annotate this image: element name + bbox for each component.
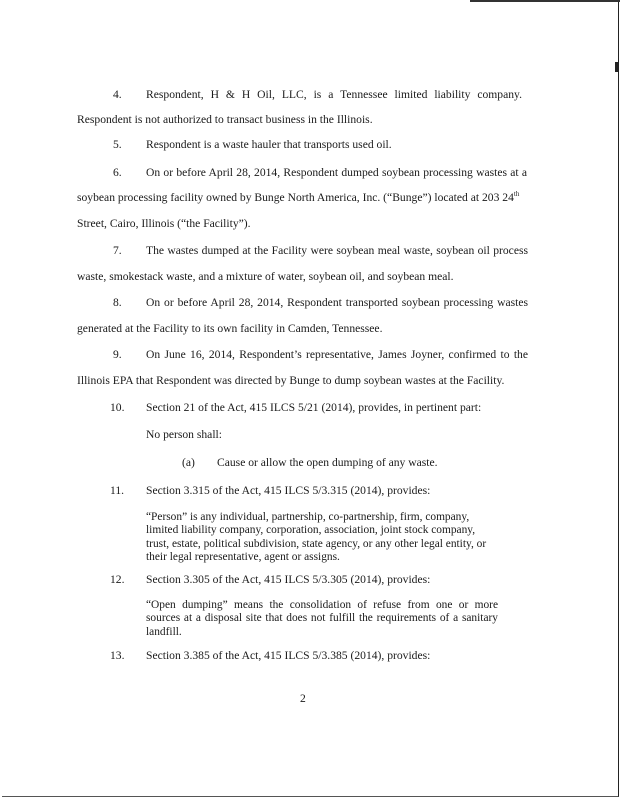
paragraph-line: Section 3.315 of the Act, 415 ILCS 5/3.315 (2014), provides:: [146, 484, 431, 497]
paragraph-number: 13.: [110, 649, 125, 662]
subsection-label: (a): [182, 456, 195, 469]
paragraph-line: On or before April 28, 2014, Respondent dumped soybean processing wastes at a: [146, 166, 527, 179]
paragraph-line: On June 16, 2014, Respondent’s representative, James Joyner, confirmed to the: [146, 348, 528, 361]
paragraph-number: 5.: [113, 138, 122, 151]
paragraph-line: The wastes dumped at the Facility were soybean meal waste, soybean oil process: [146, 244, 528, 257]
paragraph-line: Respondent, H & H Oil, LLC, is a Tennessee limited liability company.: [146, 88, 522, 101]
paragraph-line: [77, 191, 519, 205]
paragraph-number: 7.: [113, 244, 122, 257]
paragraph-line: Section 3.385 of the Act, 415 ILCS 5/3.385 (2014), provides:: [146, 649, 431, 662]
paragraph-line: Section 21 of the Act, 415 ILCS 5/21 (2014), provides, in pertinent part:: [146, 401, 482, 414]
paragraph-number: 6.: [113, 166, 122, 179]
scan-side-mark: [615, 62, 618, 72]
paragraph-line: Respondent is a waste hauler that transports used oil.: [146, 138, 392, 151]
paragraph-line-text: soybean processing facility owned by Bunge North America, Inc. (“Bunge”) located at 203 24: [77, 191, 514, 204]
paragraph-number: 12.: [110, 573, 125, 586]
page-number: 2: [300, 692, 306, 705]
paragraph-number: 9.: [113, 348, 122, 361]
paragraph-number: 11.: [110, 484, 125, 497]
subsection-text: Cause or allow the open dumping of any waste.: [217, 456, 438, 469]
paragraph-line: Respondent is not authorized to transact business in the Illinois.: [77, 113, 373, 126]
statute-quote: “Person” is any individual, partnership, co-partnership, firm, company, limited liability company, corporation, association, joint stock company, trust, estate, political subdivision, state agency, or any other legal entity, or their legal representative, agent or assigns.: [146, 511, 487, 564]
paragraph-line: Section 3.305 of the Act, 415 ILCS 5/3.305 (2014), provides:: [146, 573, 431, 586]
paragraph-number: 4.: [113, 88, 122, 101]
paragraph-line: Street, Cairo, Illinois (“the Facility”).: [77, 217, 251, 230]
paragraph-line: generated at the Facility to its own facility in Camden, Tennessee.: [77, 322, 383, 335]
scan-top-mark: [470, 0, 620, 2]
statute-quote-intro: No person shall:: [146, 428, 222, 441]
paragraph-line: On or before April 28, 2014, Respondent transported soybean processing wastes: [146, 296, 528, 309]
superscript: th: [513, 190, 520, 199]
paragraph-line: Illinois EPA that Respondent was directed by Bunge to dump soybean wastes at the Facility.: [77, 374, 505, 387]
paragraph-number: 10.: [110, 401, 125, 414]
paragraph-number: 8.: [113, 296, 122, 309]
statute-quote: “Open dumping” means the consolidation of refuse from one or more sources at a disposal site that does not fulfill the requirements of a sanitary landfill.: [146, 599, 498, 638]
paragraph-line: waste, smokestack waste, and a mixture of water, soybean oil, and soybean meal.: [77, 270, 454, 283]
